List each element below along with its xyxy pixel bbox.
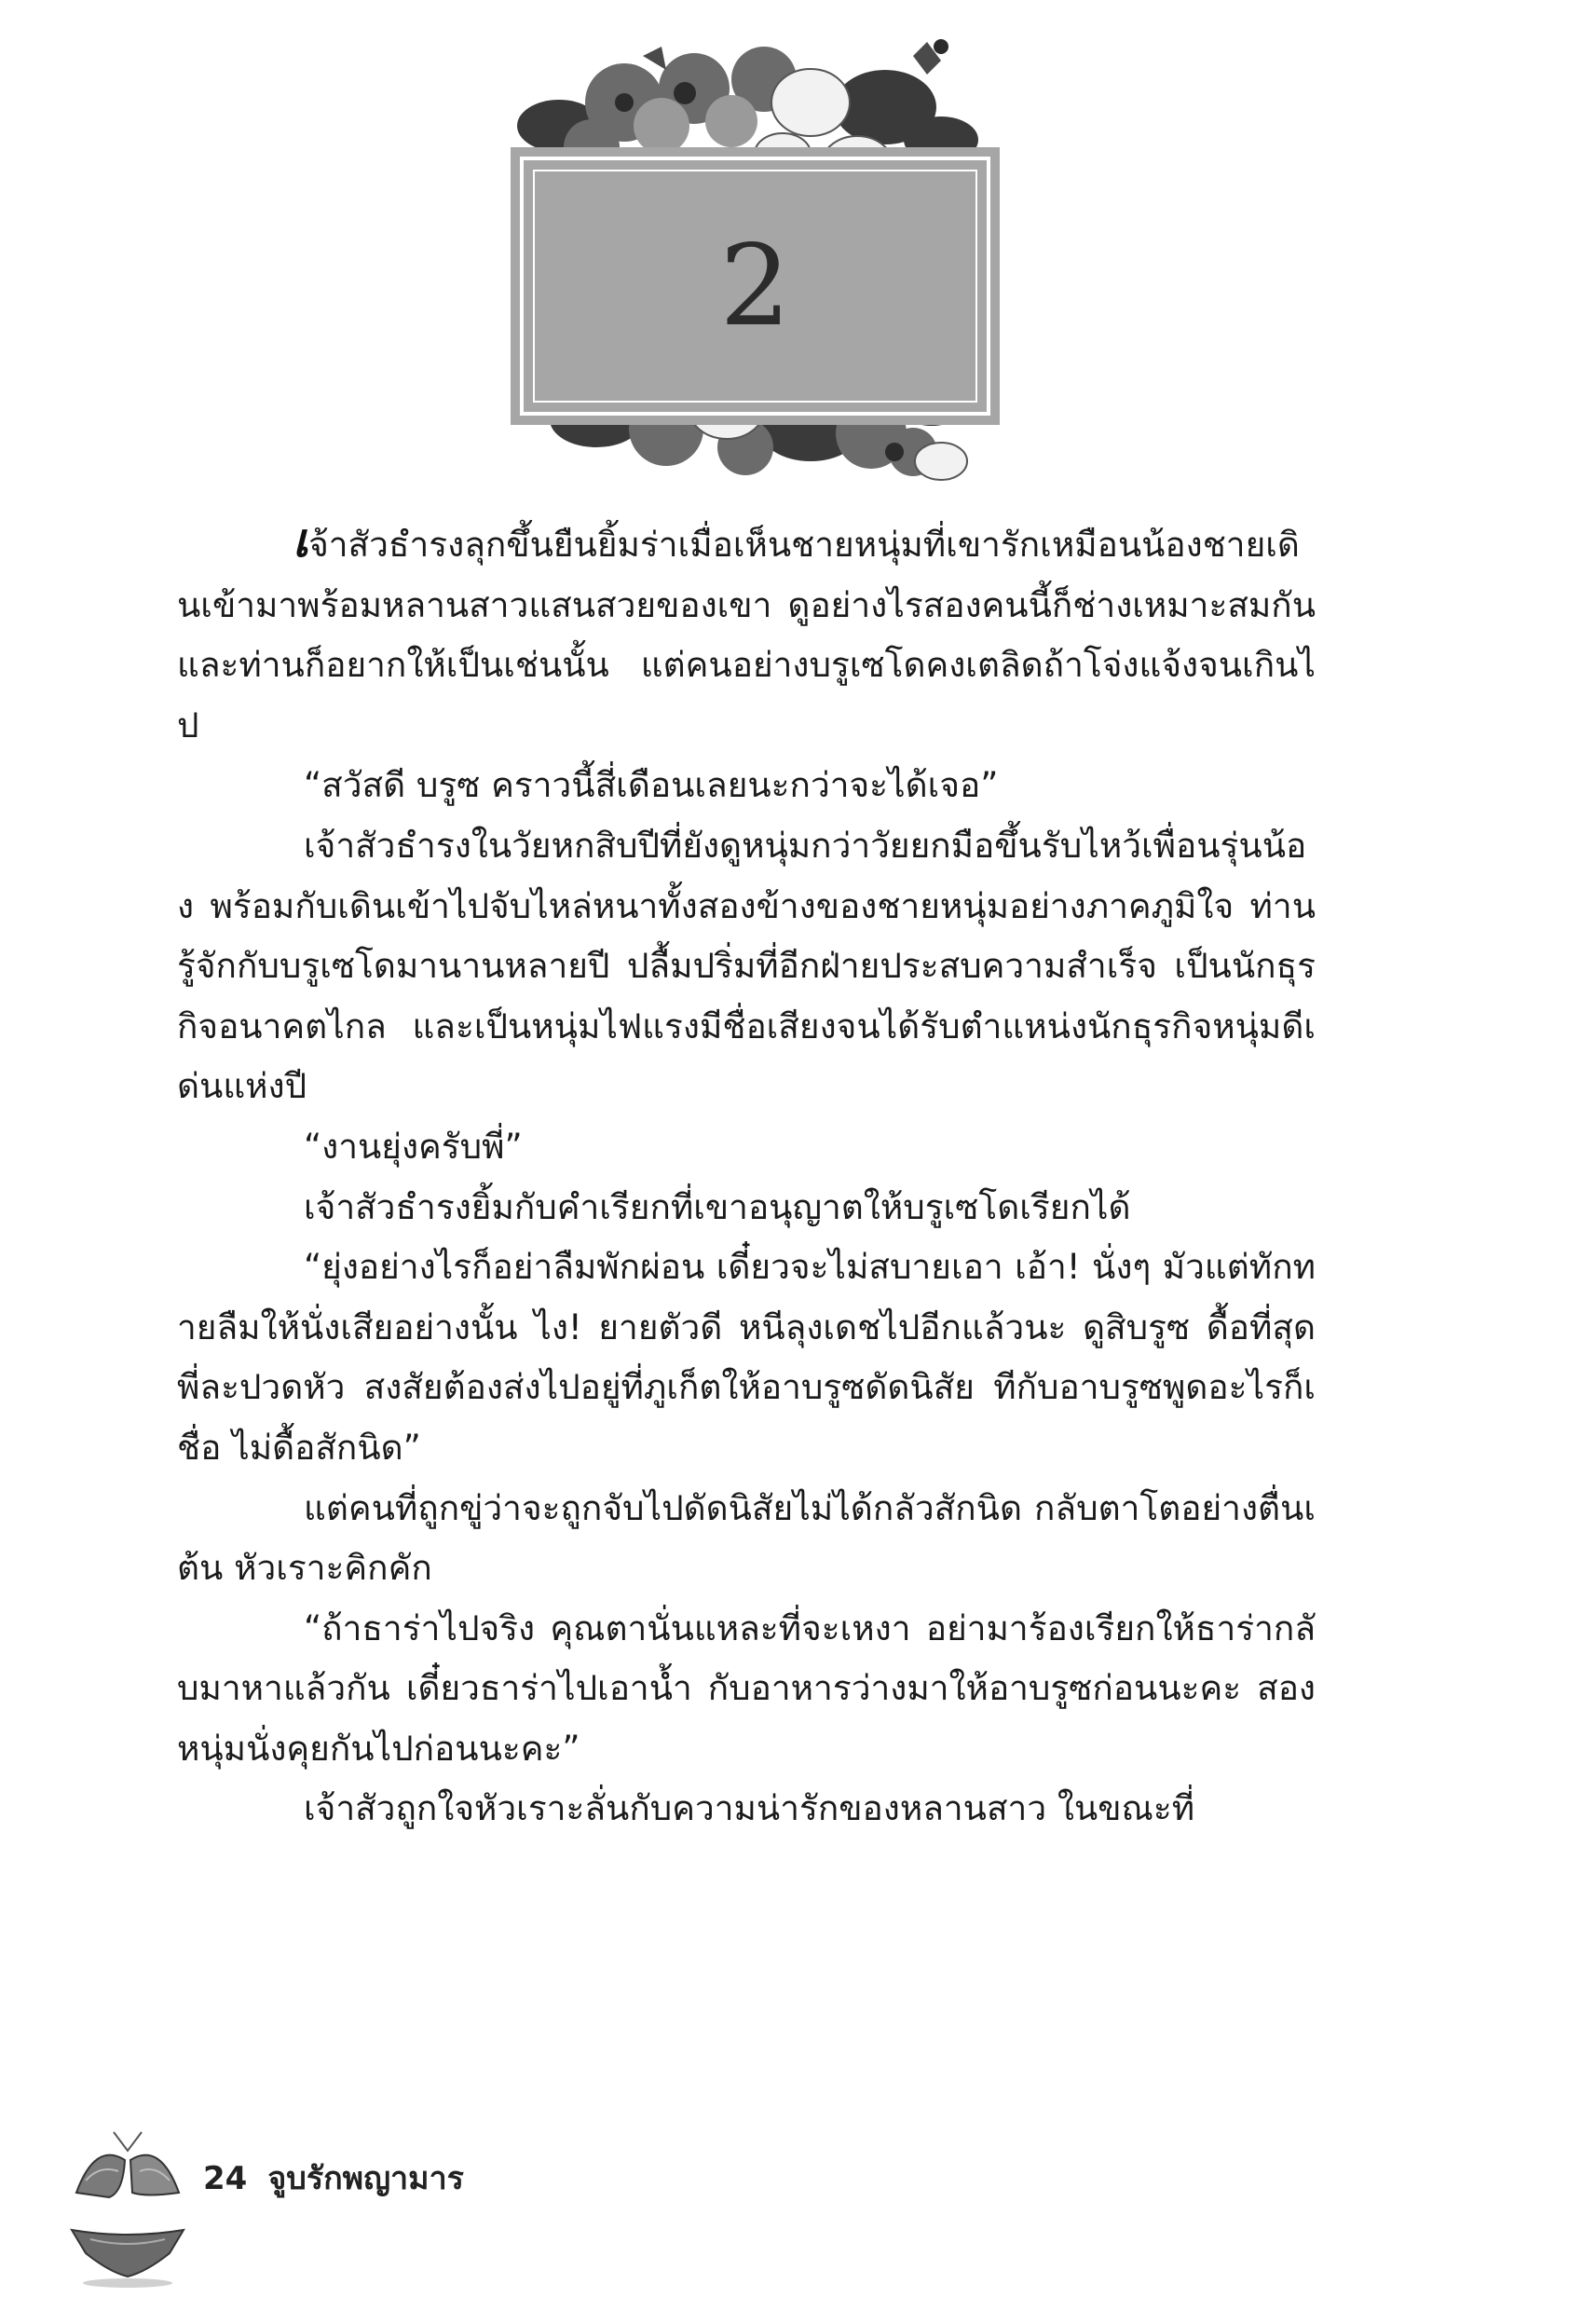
chapter-number: 2 <box>719 221 791 351</box>
paragraph: “ยุ่งอย่างไรก็อย่าลืมพักผ่อน เดี๋ยวจะไม่สบายเอา เอ้า! นั่งๆ มัวแต่ทักทายลืมให้นั่งเสียอย่างนั้น ไง! ยายตัวดี หนีลุงเดชไปอีกแล้วนะ ดูสิบรูซ ดื้อที่สุด พี่ละปวดหัว สงสัยต้องส่งไปอยู่ที่ภูเก็ตให้อาบรูซดัดนิสัย ทีกับอาบรูซพูดอะไรก็เชื่อ ไม่ดื้อสักนิด” <box>177 1247 1316 1468</box>
paragraph: เจ้าสัวธำรงในวัยหกสิบปีที่ยังดูหนุ่มกว่าวัยยกมือขึ้นรับไหว้เพื่อนรุ่นน้อง พร้อมกับเดินเข้าไปจับไหล่หนาทั้งสองข้างของชายหนุ่มอย่างภาคภูมิใจ ท่านรู้จักกับบรูเซโดมานานหลายปี ปลื้มปริ่มที่อีกฝ่ายประสบความสำเร็จ เป็นนักธุรกิจอนาคตไกล และเป็นหนุ่มไฟแรงมีชื่อเสียงจนได้รับตำแหน่งนักธุรกิจหนุ่มดีเด่นแห่งปี <box>177 825 1316 1107</box>
page-footer <box>203 2153 464 2203</box>
bikini-icon <box>67 2123 188 2290</box>
drop-cap: เ <box>293 513 309 567</box>
chapter-heading-box <box>520 157 990 416</box>
paragraph: “งานยุ่งครับพี่” <box>304 1126 523 1167</box>
paragraph <box>177 511 1316 756</box>
paragraph: “ถ้าธาร่าไปจริง คุณตานั่นแหละที่จะเหงา อย่ามาร้องเรียกให้ธาร่ากลับมาหาแล้วกัน เดี๋ยวธาร่าไปเอาน้ำ กับอาหารว่างมาให้อาบรูซก่อนนะคะ สองหนุ่มนั่งคุยกันไปก่อนนะคะ” <box>177 1607 1316 1769</box>
book-title: จูบรักพญามาร <box>267 2160 464 2197</box>
chapter-body <box>177 511 1316 1839</box>
paragraph-text: จ้าสัวธำรงลุกขึ้นยืนยิ้มร่าเมื่อเห็นชายหนุ่มที่เขารักเหมือนน้องชายเดินเข้ามาพร้อมหลานสาวแสนสวยของเขา ดูอย่างไรสองคนนี้ก็ช่างเหมาะสมกัน และท่านก็อยากให้เป็นเช่นนั้น แต่คนอย่างบรูเซโดคงเตลิดถ้าโจ่งแจ้งจนเกินไป <box>177 525 1316 745</box>
paragraph: แต่คนที่ถูกขู่ว่าจะถูกจับไปดัดนิสัยไม่ได้กลัวสักนิด กลับตาโตอย่างตื่นเต้น หัวเราะคิกคัก <box>177 1487 1316 1589</box>
paragraph: เจ้าสัวถูกใจหัวเราะลั่นกับความน่ารักของหลานสาว ในขณะที่ <box>304 1788 1195 1829</box>
paragraph: เจ้าสัวธำรงยิ้มกับคำเรียกที่เขาอนุญาตให้บรูเซโดเรียกได้ <box>304 1186 1131 1227</box>
paragraph: “สวัสดี บรูซ คราวนี้สี่เดือนเลยนะกว่าจะได้เจอ” <box>304 765 999 806</box>
chapter-ornament <box>503 37 988 485</box>
page-number: 24 <box>203 2160 248 2197</box>
